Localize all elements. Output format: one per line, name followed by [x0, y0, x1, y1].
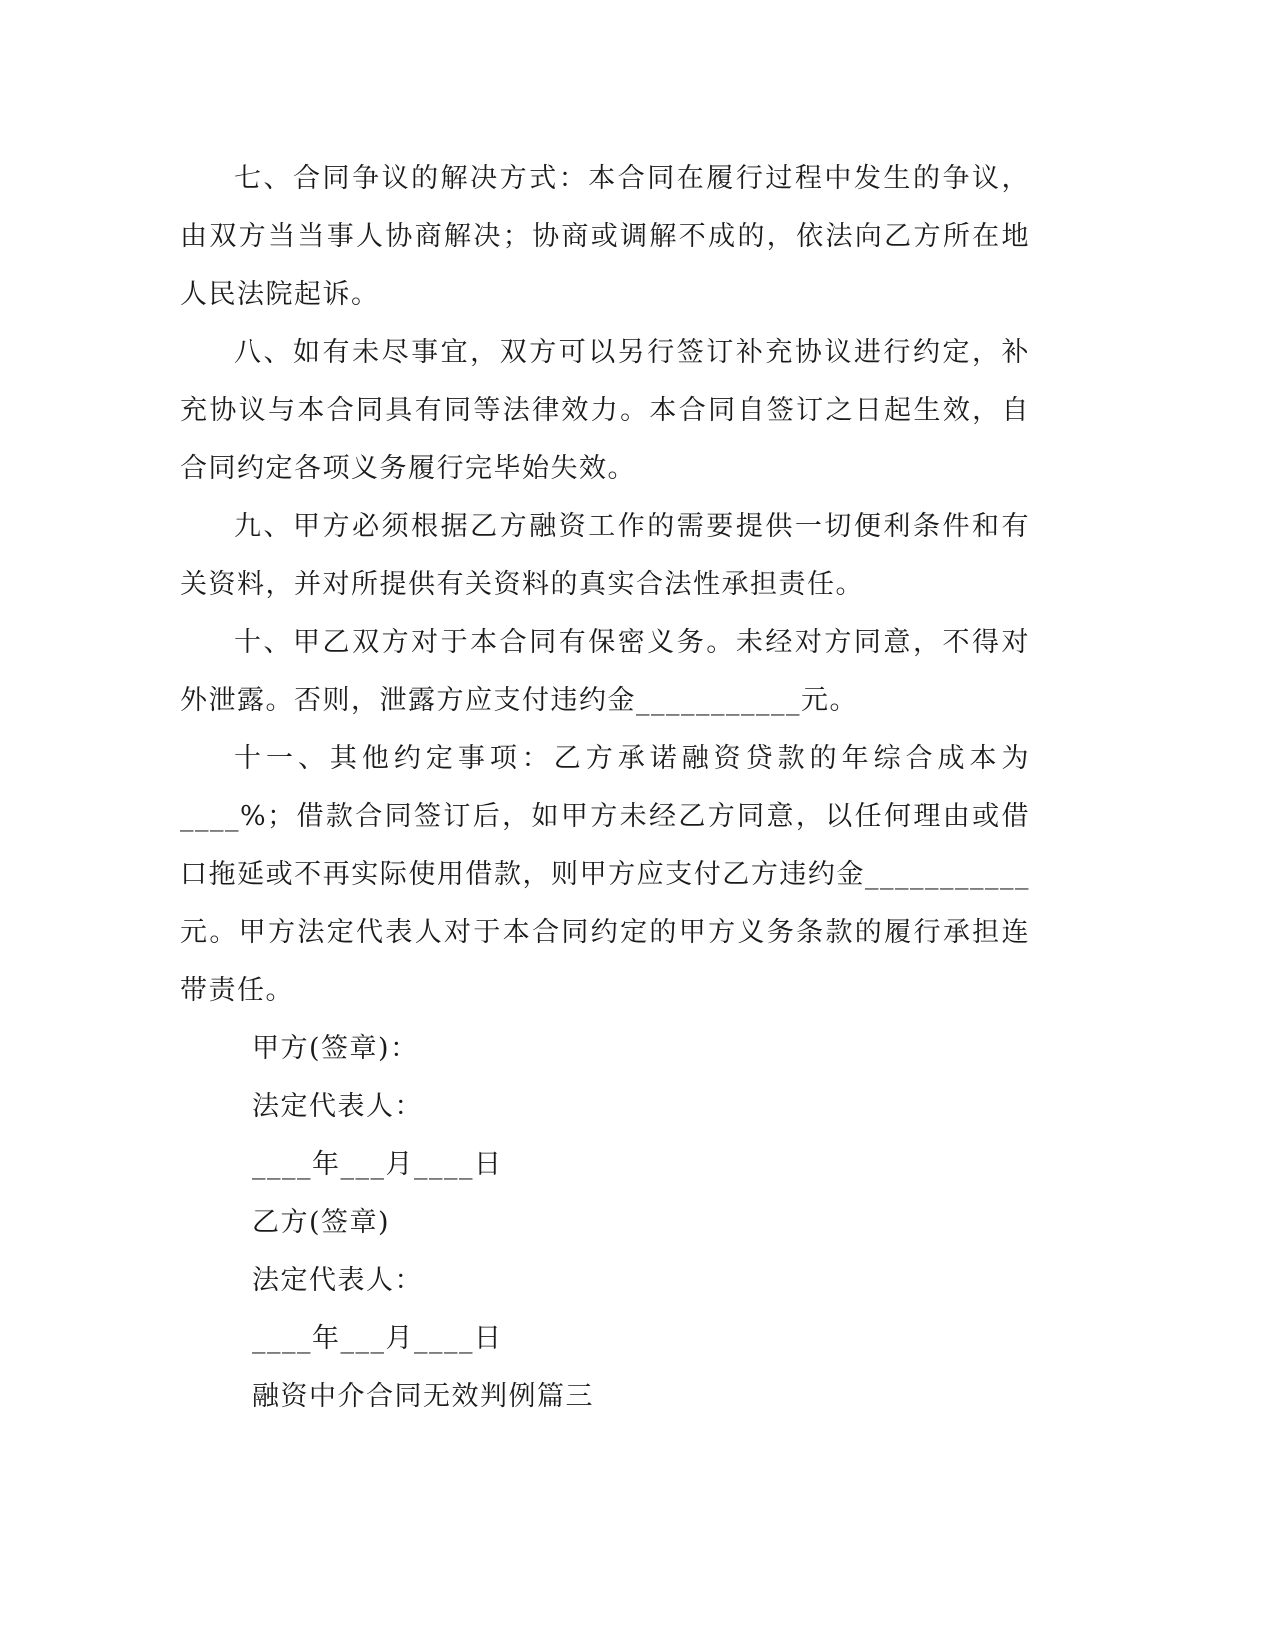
clause-11: 十一、其他约定事项：乙方承诺融资贷款的年综合成本为____%；借款合同签订后，如甲方未经乙方同意，以任何理由或借口拖延或不再实际使用借款，则甲方应支付乙方违约金___________元。甲方法定代表人对于本合同约定的甲方义务条款的履行承担连带责任。: [180, 743, 1030, 1006]
clause-7: 七、合同争议的解决方式：本合同在履行过程中发生的争议，由双方当当事人协商解决；协商或调解不成的，依法向乙方所在地人民法院起诉。: [180, 163, 1030, 310]
party-b-legal-representative: 法定代表人：: [252, 1265, 423, 1296]
party-a-signature: 甲方(签章)：: [252, 1033, 419, 1064]
clause-10: 十、甲乙双方对于本合同有保密义务。未经对方同意，不得对外泄露。否则，泄露方应支付违约金___________元。: [180, 627, 1030, 716]
party-a-legal-representative: 法定代表人：: [252, 1091, 423, 1122]
clause-8: 八、如有未尽事宜，双方可以另行签订补充协议进行约定，补充协议与本合同具有同等法律效力。本合同自签订之日起生效，自合同约定各项义务履行完毕始失效。: [180, 337, 1030, 484]
document-page: [180, 150, 1030, 1426]
clause-9: 九、甲方必须根据乙方融资工作的需要提供一切便利条件和有关资料，并对所提供有关资料的真实合法性承担责任。: [180, 511, 1030, 600]
party-b-date: ____年___月____日: [252, 1323, 503, 1354]
next-section-title: 融资中介合同无效判例篇三: [252, 1381, 594, 1412]
party-b-signature: 乙方(签章): [252, 1207, 391, 1238]
party-a-date: ____年___月____日: [252, 1149, 503, 1180]
